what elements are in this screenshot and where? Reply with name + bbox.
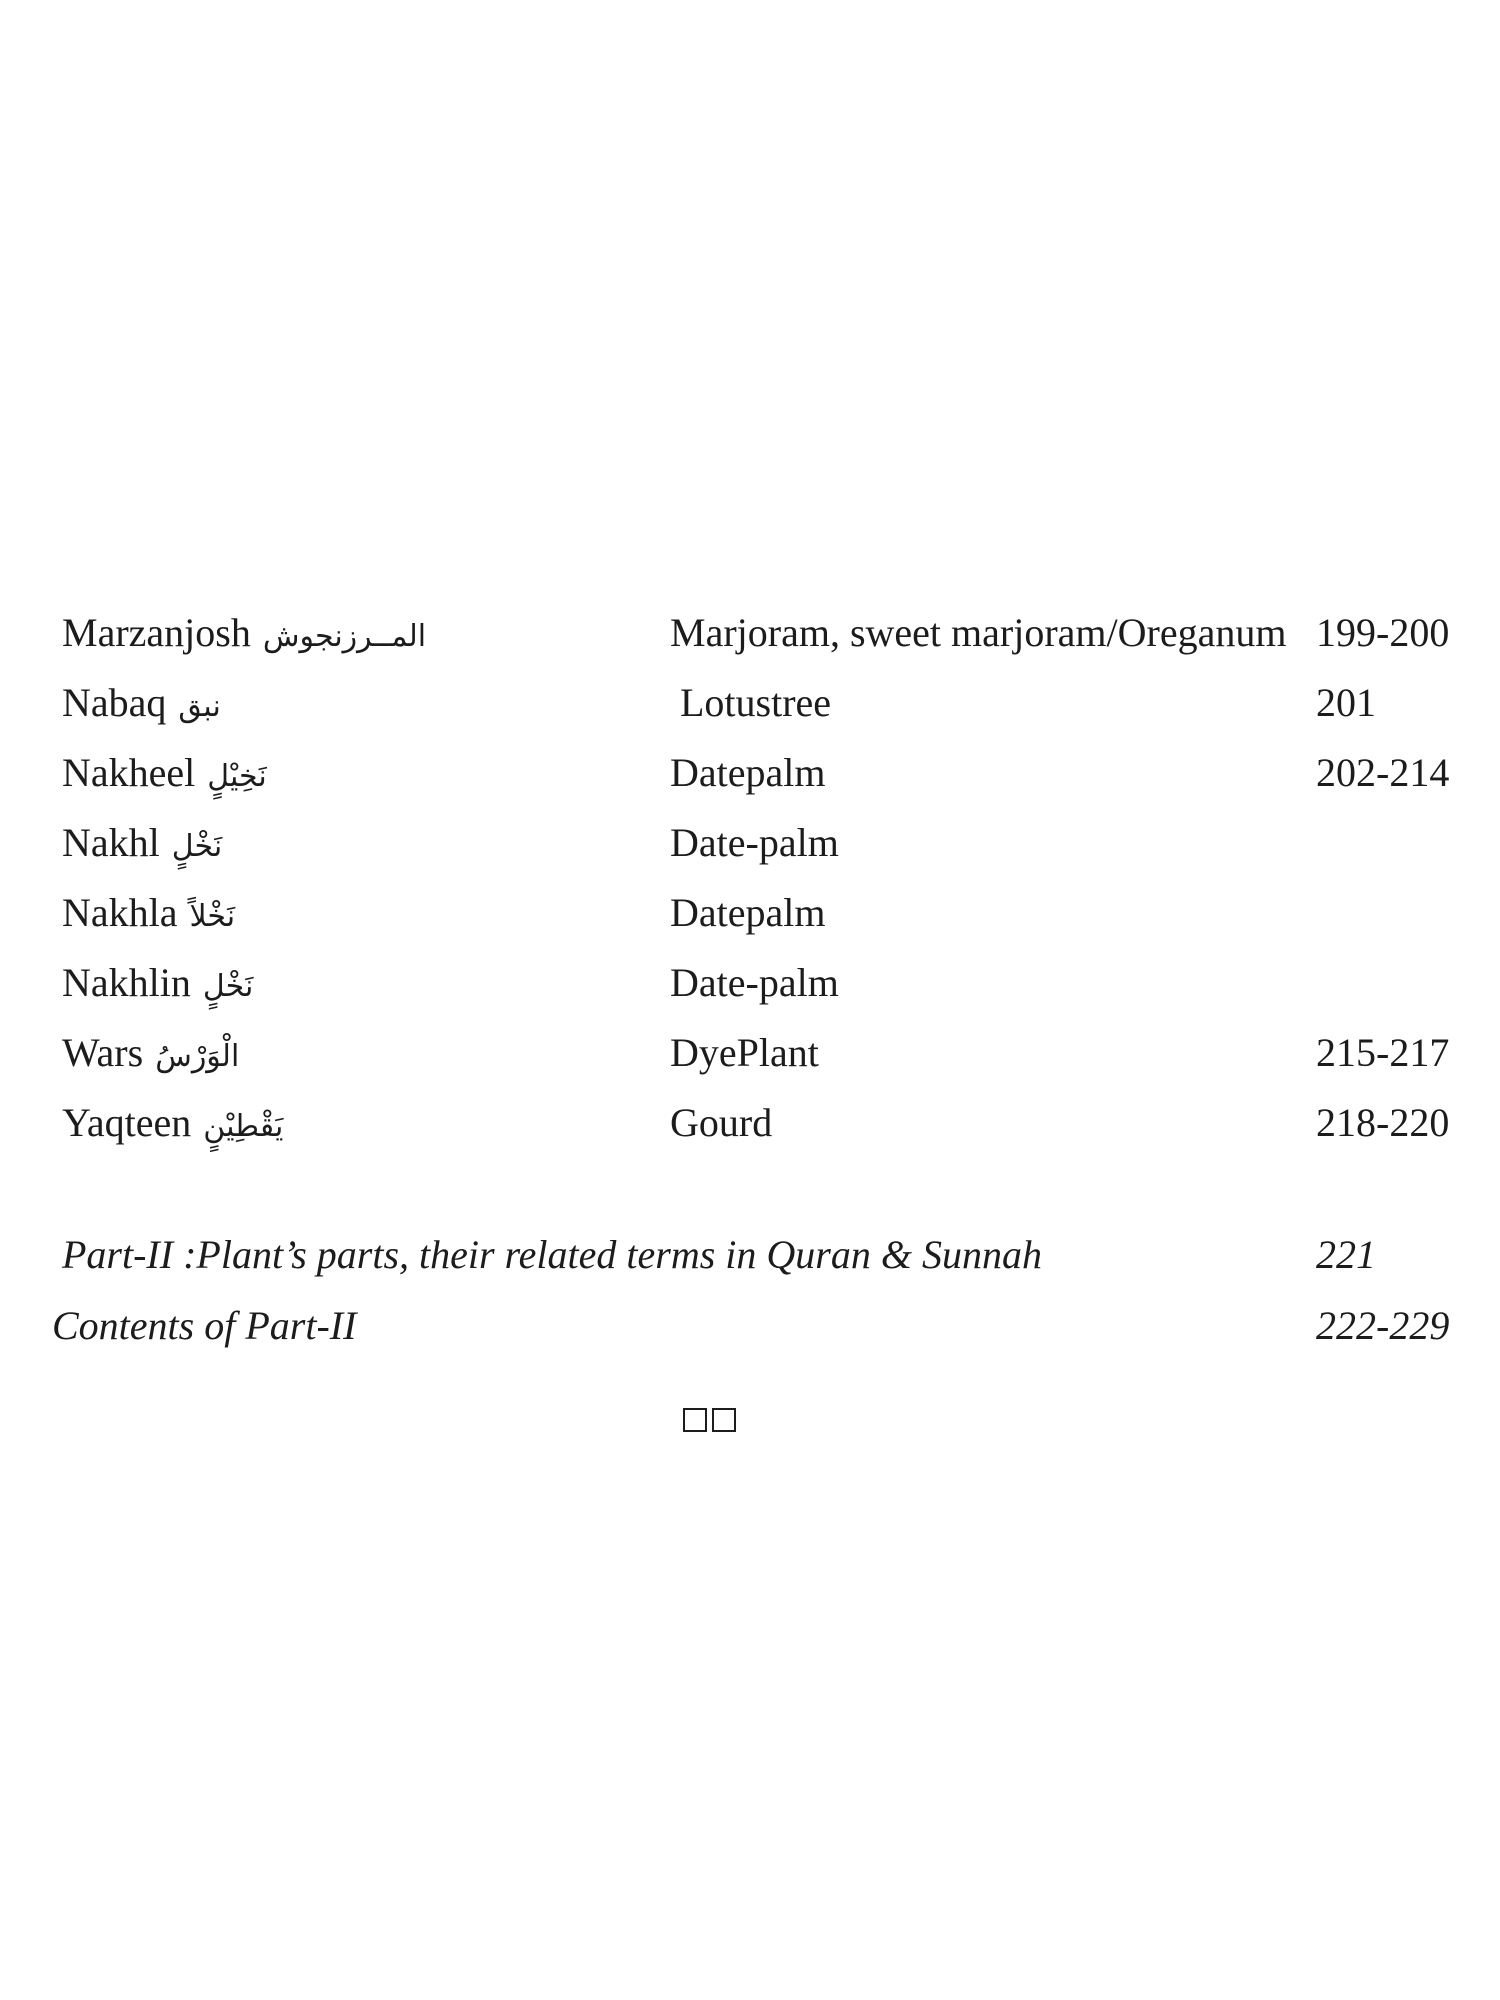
arabic-term: نَخْلاً	[189, 899, 236, 934]
term-cell	[62, 808, 222, 882]
index-entry	[0, 808, 1500, 878]
transliterated-term: Nabaq	[62, 680, 167, 725]
arabic-term: يَقْطِيْنٍ	[203, 1109, 284, 1144]
transliterated-term: Nakheel	[62, 750, 196, 795]
index-entry	[0, 878, 1500, 948]
arabic-term: المــرزنجوش	[262, 619, 427, 654]
transliterated-term: Wars	[62, 1030, 144, 1075]
english-name: Datepalm	[670, 750, 826, 795]
page-range: 202-214	[1316, 750, 1450, 795]
page-range: 218-220	[1316, 1100, 1450, 1145]
term-cell	[62, 668, 221, 742]
contents-part-two-label: Contents of Part-II	[52, 1303, 357, 1348]
index-entry	[0, 1018, 1500, 1088]
term-cell	[62, 598, 426, 672]
contents-part-two-pages: 222-229	[1316, 1303, 1450, 1348]
arabic-term: الْوَرْسُ	[155, 1039, 240, 1074]
contents-part-two-row	[0, 1291, 1500, 1361]
english-name: Date-palm	[670, 960, 839, 1005]
arabic-term: نَخِيْلٍ	[207, 759, 267, 794]
english-name: Date-palm	[670, 820, 839, 865]
arabic-term: نَخْلٍ	[202, 969, 254, 1004]
square-icon	[683, 1408, 707, 1432]
arabic-term: نَخْلٍ	[171, 829, 223, 864]
index-entry	[0, 1088, 1500, 1158]
english-name: Datepalm	[670, 890, 826, 935]
transliterated-term: Nakhl	[62, 820, 160, 865]
english-name: Marjoram, sweet marjoram/Oreganum	[670, 610, 1287, 655]
term-cell	[62, 738, 267, 812]
transliterated-term: Yaqteen	[62, 1100, 192, 1145]
english-name: Lotustree	[670, 680, 832, 725]
page-range: 199-200	[1316, 610, 1450, 655]
part-two-heading-row	[0, 1220, 1500, 1290]
transliterated-term: Marzanjosh	[62, 610, 251, 655]
term-cell	[62, 878, 235, 952]
part-two-page: 221	[1316, 1232, 1376, 1277]
double-square-end-mark-icon	[683, 1408, 736, 1432]
arabic-term: نبق	[178, 689, 221, 724]
index-entry	[0, 668, 1500, 738]
plant-index-list	[0, 598, 1500, 1158]
index-entry	[0, 598, 1500, 668]
index-entry	[0, 738, 1500, 808]
term-cell	[62, 948, 253, 1022]
english-name: Gourd	[670, 1100, 773, 1145]
part-two-heading: Part-II :Plant’s parts, their related terms in Quran & Sunnah	[62, 1232, 1042, 1277]
square-icon	[712, 1408, 736, 1432]
term-cell	[62, 1088, 283, 1162]
page-range: 201	[1316, 680, 1376, 725]
index-entry	[0, 948, 1500, 1018]
transliterated-term: Nakhlin	[62, 960, 191, 1005]
page-range: 215-217	[1316, 1030, 1450, 1075]
term-cell	[62, 1018, 239, 1092]
english-name: DyePlant	[670, 1030, 819, 1075]
transliterated-term: Nakhla	[62, 890, 178, 935]
